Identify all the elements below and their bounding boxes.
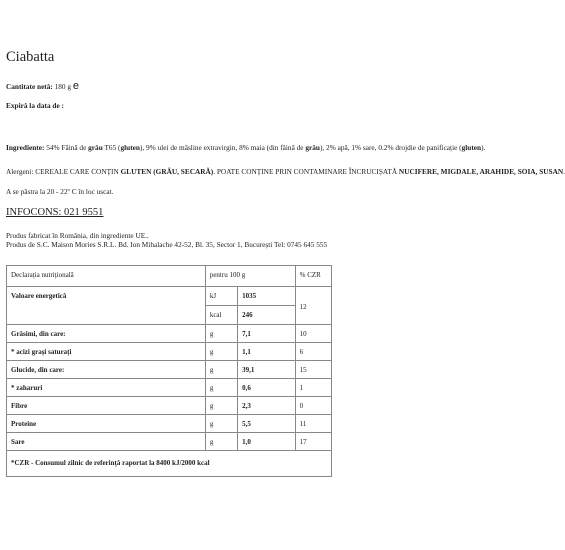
nutrient-row — [7, 361, 332, 379]
energy-label — [7, 287, 206, 325]
nutrient-unit: g — [205, 343, 237, 361]
nutrition-footnote — [7, 451, 332, 477]
nutrient-row — [7, 433, 332, 451]
nutrient-czr: 17 — [295, 433, 331, 451]
nutrient-value-text: 5,5 — [242, 420, 251, 428]
nutrient-label — [7, 343, 206, 361]
ingredients-line — [6, 143, 485, 152]
nutrient-label — [7, 361, 206, 379]
estimated-sign-icon: e — [72, 80, 80, 92]
nutrient-label-text: * zaharuri — [11, 384, 43, 392]
energy-value-kj — [238, 287, 296, 306]
allergens-line — [6, 167, 565, 176]
net-quantity-value: 180 g — [52, 82, 73, 91]
nutrient-label — [7, 433, 206, 451]
nutrition-table — [6, 265, 332, 477]
ingredients-text: ). — [481, 143, 486, 152]
net-quantity-label: Cantitate netă: — [6, 82, 53, 91]
producer-text: Produs de S.C. Maison Mories S.R.L. Bd. Ion Mihalache 42-52, Bl. 35, Sector 1, București Tel: 0745 645 555 — [6, 240, 328, 249]
storage-conditions: A se păstra la 20 - 22º C în loc uscat. — [6, 187, 114, 196]
energy-value-kcal-text: 246 — [242, 311, 253, 319]
ingredients-text: 54% Făină de — [44, 143, 89, 152]
nutrient-label-text: Glucide, din care: — [11, 366, 65, 374]
nutrient-value-text: 1,1 — [242, 348, 251, 356]
energy-label-text: Valoare energetică — [11, 292, 67, 300]
nutrient-value — [238, 379, 296, 397]
header-czr: % CZR — [295, 266, 331, 287]
nutrient-label-text: Fibre — [11, 402, 28, 410]
allergens-text: Alergeni: CEREALE CARE CONȚIN — [6, 167, 121, 176]
energy-unit-kj: kJ — [205, 287, 237, 306]
nutrient-value — [238, 325, 296, 343]
nutrient-czr: 6 — [295, 343, 331, 361]
nutrient-unit: g — [205, 325, 237, 343]
nutrient-label — [7, 415, 206, 433]
ingredients-allergen: gluten — [461, 143, 482, 152]
energy-value-kcal — [238, 306, 296, 325]
ingredients-allergen: gluten — [120, 143, 140, 152]
ingredients-text: ), 9% ulei de măsline extravirgin, 8% maia (din făină de — [139, 143, 306, 152]
nutrient-label — [7, 397, 206, 415]
energy-row — [7, 287, 332, 306]
nutrient-value — [238, 397, 296, 415]
expiry-date — [6, 101, 64, 110]
nutrient-czr: 10 — [295, 325, 331, 343]
nutrient-row — [7, 397, 332, 415]
nutrient-value — [238, 343, 296, 361]
ingredients-text: ), 2% apă, 1% sare, 0.2% drojdie de panificație ( — [319, 143, 462, 152]
product-title: Ciabatta — [6, 49, 55, 65]
nutrient-czr: 15 — [295, 361, 331, 379]
nutrient-row — [7, 325, 332, 343]
nutrition-footnote-text: *CZR - Consumul zilnic de referință raportat la 8400 kJ/2000 kcal — [11, 459, 210, 467]
nutrient-unit: g — [205, 379, 237, 397]
ingredients-allergen: grâu — [305, 143, 320, 152]
nutrient-unit: g — [205, 415, 237, 433]
infocons-phone: INFOCONS: 021 9551 — [6, 207, 104, 218]
energy-value-kj-text: 1035 — [242, 292, 257, 300]
net-quantity — [6, 80, 79, 92]
nutrient-value-text: 0,6 — [242, 384, 251, 392]
nutrient-unit: g — [205, 433, 237, 451]
ingredients-label: Ingrediente: — [6, 143, 45, 152]
nutrient-row — [7, 415, 332, 433]
nutrient-czr: 0 — [295, 397, 331, 415]
expiry-label: Expiră la data de : — [6, 101, 64, 110]
allergens-bold: NUCIFERE, MIGDALE, ARAHIDE, SOIA, SUSAN — [398, 167, 564, 176]
nutrient-value-text: 39,1 — [242, 366, 255, 374]
ingredients-text: T65 ( — [102, 143, 121, 152]
nutrient-label — [7, 379, 206, 397]
header-declaration: Declarația nutrițională — [7, 266, 206, 287]
nutrient-value — [238, 361, 296, 379]
ingredients-allergen: grâu — [88, 143, 103, 152]
nutrient-label — [7, 325, 206, 343]
nutrient-value-text: 2,3 — [242, 402, 251, 410]
nutrient-czr: 1 — [295, 379, 331, 397]
nutrient-row — [7, 379, 332, 397]
allergens-text: . POATE CONȚINE PRIN CONTAMINARE ÎNCRUCIȘATĂ — [213, 167, 399, 176]
nutrient-value-text: 1,0 — [242, 438, 251, 446]
nutrient-row — [7, 343, 332, 361]
nutrient-czr: 11 — [295, 415, 331, 433]
made-in-text: Produs fabricat în România, din ingrediente UE.. — [6, 231, 149, 240]
nutrient-unit: g — [205, 397, 237, 415]
nutrient-value — [238, 415, 296, 433]
nutrient-label-text: * acizi grași saturați — [11, 348, 72, 356]
allergens-text: . — [563, 167, 565, 176]
energy-czr: 12 — [295, 287, 331, 325]
nutrient-value — [238, 433, 296, 451]
nutrient-label-text: Grăsimi, din care: — [11, 330, 66, 338]
nutrition-header-row — [7, 266, 332, 287]
nutrient-value-text: 7,1 — [242, 330, 251, 338]
nutrient-label-text: Sare — [11, 438, 25, 446]
nutrient-label-text: Proteine — [11, 420, 37, 428]
energy-unit-kcal: kcal — [205, 306, 237, 325]
header-per-100g: pentru 100 g — [205, 266, 295, 287]
nutrition-footnote-row — [7, 451, 332, 477]
nutrient-unit: g — [205, 361, 237, 379]
allergens-bold: GLUTEN (GRÂU, SECARĂ) — [120, 167, 214, 176]
